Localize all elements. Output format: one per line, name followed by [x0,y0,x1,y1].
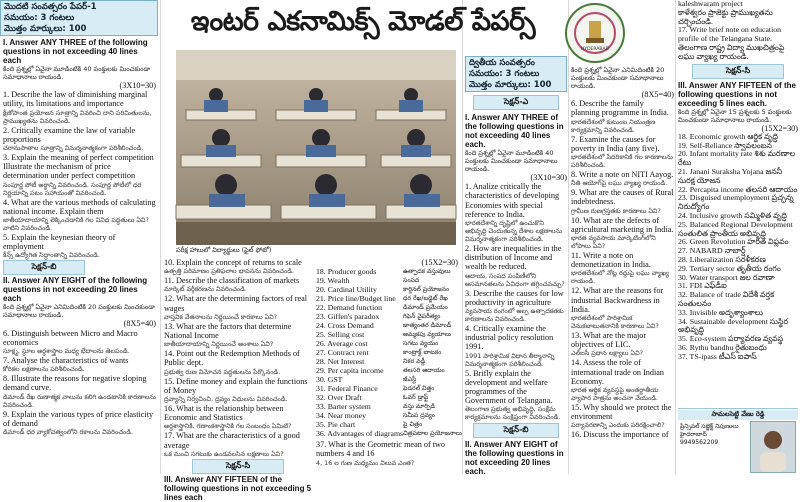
question-3: 3. Explain the meaning of perfect competition Illustrate the mechanism of price determination under perfect competition [3,153,154,181]
paper2-question-10-telugu: భారత వ్యవసాయ మార్కెటింగ్‌లోని లోపాలు ఏవి? [571,234,656,251]
continuation-line: kaleshwaram project [678,0,743,8]
short-question: 32. Over Draft [316,393,362,403]
short-question-telugu: నికర వడ్డీ [403,358,426,366]
paper2-short-question: 25. Balanced Regional Development సంతులిత ప్రాంతీయ అభివృద్ధి [678,219,793,238]
short-question: 19. Wealth [316,276,350,286]
short-questions-list [316,267,462,439]
short-question: 31. Federal Finance [316,384,378,394]
question-13: 13. What are the factors that determine National Income [164,321,292,341]
short-question: 25. Selling cost [316,330,365,340]
author-phone: 9949562209 [680,439,719,446]
short-question: 33. Barter system [316,402,371,412]
paper2-short-question: 37. TS-ipass టీఎస్ ఐపాస్ [678,351,757,361]
short-question: 27. Contract rent [316,348,369,358]
paper2-year: ద్వితీయ సంవత్సరం [469,58,535,68]
section-c-heading: III. Answer ANY FIFTEEN of the following questions in not exceeding 5 lines each [164,474,312,502]
section-c-label: సెక్షన్-సి [192,459,284,474]
continuation-line: తెలంగాణ రాష్ట్ర విద్యా ముఖచిత్రంపై లఘు వ్యాఖ్య రాయండి. [678,42,785,61]
short-question: 29. Per capita income [316,366,384,376]
paper2-short-question: 29. Tertiary sector తృతీయ రంగం [678,263,781,273]
column-divider [462,0,463,474]
continuation-line: 17. Write brief note on education profile of the Telangana State. [678,25,782,44]
question-15-telugu: ద్రవ్యాన్ని నిర్వచించి, ద్రవ్యం విధులను వివరించండి. [164,395,288,404]
question-8-telugu: డిమాండ్ రేఖ రుణాత్మక వాలును కలిగి ఉండటానికి కారణాలను వివరించండి. [3,392,156,409]
paper2-section-c-marks: (15X2=30) [761,123,798,133]
paper2-short-question: 21. Janani Suraksha Yojana జననీ సురక్ష యోజన [678,166,783,185]
paper2-section-b-label: సెక్షన్-బి [473,423,559,438]
paper2-question-4: 4. Critically examine the industrial policy resolution 1991. [465,324,554,352]
question-6: 6. Distinguish between Micro and Macro economics [3,328,138,347]
paper2-short-question: 33. Invisible అదృశ్యాంశాలు [678,307,763,317]
paper2-question-3: 3. Describe the causes for low productivity in agriculture [465,288,564,307]
column-divider [568,0,569,474]
paper2-question-6: 6. Describe the family planning programme in India. [571,99,669,118]
paper2-question-4-telugu: 1991 పారిశ్రామిక విధాన తీర్మానాన్ని విమర్శనాత్మకంగా పరిశీలించండి. [465,351,555,368]
question-1: 1. Describe the law of diminishing marginal utility, its limitations and importance [3,90,148,109]
emblem-icon [567,5,623,61]
author-designation: ప్రిన్సిపల్ సబ్జెక్ట్ నిపుణులు [680,423,739,430]
question-3-telugu: సంపూర్ణ పోటీ అర్థాన్ని వివరించండి. సంపూర్ణ పోటీలో ధర నిర్ణయాన్ని పటం సహాయంతో వివరించండి. [3,180,142,197]
paper2-short-question: 24. Inclusive growth సమ్మిళిత వృద్ధి [678,210,787,220]
logo-caption: HYDERABAD [580,47,610,52]
paper2-short-question: 19. Self-Reliance స్వావలంబన [678,140,773,150]
paper2-question-10: 10. What are the defects of agricultural marketing in India. [571,215,674,234]
short-question-telugu: వస్తు మార్పిడి [403,403,436,411]
question-4: 4. What are the various methods of calculating national income. Explain them [3,197,156,216]
question-10: 10. Explain the concept of returns to scale [164,258,302,267]
top-continuation [678,0,798,62]
paper2-question-15-telugu: పర్యావరణాన్ని ఎందుకు పరిరక్షించాలి? [571,421,665,430]
short-question-telugu: ఉత్పాదక వస్తువులు [403,268,451,276]
paper2-short-question: 34. Sustainable development సుస్థిర అభివృద్ధి [678,316,789,335]
short-question: 28. Net Interest [316,357,365,367]
short-question-telugu: ఫెడరల్ విత్తం [403,385,435,393]
short-question-telugu: అమ్మకపు వ్యయాలు [403,331,452,339]
paper2-short-question: 36. Rythu bandhu రైతుబంధు [678,342,767,352]
short-question-telugu: జాత్యంతర డిమాండ్ [403,322,452,330]
paper2-question-8: 8. Write a note on NITI Aayog. [571,170,674,180]
short-question-telugu: సగటు వ్యయం [403,340,439,348]
paper2-question-6-telugu: భారతదేశంలో కుటుంబ నియంత్రణ కార్యక్రమాన్ని వివరించండి. [571,117,656,134]
paper2-section-c-heading: III. Answer ANY FIFTEEN of the following questions in not exceeding 5 lines each. [678,80,796,108]
question-17-telugu: ఒక మంచి సగటుకు ఉండవలసిన లక్షణాలు ఏవి? [164,449,284,458]
section-b-marks: (8X5=40) [123,319,156,329]
column-paper1-section-c [316,258,462,468]
paper2-short-question: 27. NABARD నాబార్డ్ [678,246,746,256]
author-location: హైదరాబాద్ [680,431,707,438]
short-question: 30. GST [316,375,343,385]
paper2-question-3-telugu: వ్యవసాయ రంగంలో అల్ప ఉత్పాదకతకు కారణాలను వివరించండి. [465,307,564,324]
short-question-telugu: తలసరి ఆదాయం [403,367,445,375]
author-name: సామలసెట్టి వేణు రెడ్డి [678,410,798,420]
person-portrait-icon [751,422,795,472]
paper-time: సమయం: 3 గంటలు [4,13,75,23]
question-7-telugu: కోరికల లక్షణాలను పరిశీలించండి. [3,365,85,374]
paper2-question-16: 16. Discuss the importance of [571,430,669,440]
section-c-marks: (15X2=30) [421,258,458,267]
paper2-question-14-telugu: భారత ఆర్థిక వ్యవస్థపై అంతర్జాతీయ వ్యాపార పాత్రను అంచనా వేయండి. [571,386,659,403]
short-question-telugu: కార్డినల్ ప్రయోజనం [403,286,450,294]
question-15: 15. Define money and explain the functions of Money [164,376,308,395]
paper2-question-11-telugu: భారతదేశంలో నోట్ల రద్దుపై లఘు వ్యాఖ్య రాయండి. [571,269,669,286]
paper2-short-question: 26. Green Revolution హరిత విప్లవం [678,237,789,247]
telangana-emblem-logo [565,3,625,63]
question-4-telugu: జాతీయాదాయాన్ని లెక్కించడానికి గల వివిధ పద్ధతులు ఏవి? వాటిని వివరించండి. [3,216,149,233]
section-a-heading: I. Answer ANY THREE of the following questions in not exceeding 40 lines each [3,38,148,65]
section-b-label: సెక్షన్-బి [3,260,85,275]
section-b-instruction: కింది ప్రశ్నల్లో ఏవైనా ఎనిమిదింటికి 20 పంక్తులకు మించకుండా సమాధానాలు రాయండి. [3,303,155,320]
short-question: 35. Pie chart [316,420,356,430]
question-12-telugu: వాస్తవిక వేతనాలను నిర్ణయించే కారకాలు ఏవి? [164,312,278,321]
question-1-telugu: క్షీణోపాంత ప్రయోజన సూత్రాన్ని వివరించి దాని పరిమితులను, ప్రాముఖ్యతను వివరించండి. [3,108,152,125]
paper2-question-9-telugu: గ్రామీణ రుణగ్రస్తతకు కారణాలు ఏవి? [571,206,661,215]
column-divider [675,0,676,474]
short-question-telugu: ధర రేఖ/బడ్జెట్ రేఖ [403,295,448,303]
question-16-telugu: అర్థశాస్త్రానికి, గణాంకశాస్త్రానికి గల సంబంధం ఏమిటి? [164,422,292,431]
paper2-time: సమయం: 3 గంటలు [469,69,540,79]
section-a-instruction: కింది ప్రశ్నల్లో ఏవైనా మూడింటికి 40 పంక్తులకు మించకుండా సమాధానాలు రాయండి. [3,65,151,81]
paper2-section-b-instruction: కింది ప్రశ్నల్లో ఏవైనా ఎనిమిదింటికి 20 పంక్తులకు మించకుండా సమాధానాలు రాయండి. [571,66,665,90]
paper2-question-1: 1. Analize critically the characteristics of developing Economies with special reference to India. [465,182,560,219]
short-question-telugu: డిమాండ్ ప్రమేయం [403,304,448,312]
paper2-question-15: 15. Why should we protect the environment [571,403,672,422]
question-6-telugu: సూక్ష్మ, స్థూల అర్థశాస్త్రాల మధ్య భేదాలను తెలపండి. [3,347,130,356]
short-question: 34. Near money [316,411,367,421]
paper2-question-7-telugu: భారతదేశంలో పేదరికానికి గల కారణాలను పరిశీలించండి. [571,153,673,170]
paper2-section-b-heading: II. Answer ANY EIGHT of the following questions in not exceeding 20 lines each. [465,440,564,477]
paper2-section-c-label: సెక్షన్-సి [692,64,784,79]
paper2-question-7: 7. Examine the causes for poverty in India (any five). [571,134,660,153]
paper2-section-a-marks: (3X10=30) [530,173,567,182]
short-question: 23. Giffen's paradox [316,312,380,322]
question-11-telugu: మార్కెట్ వర్గీకరణను వివరించండి. [164,285,247,294]
paper2-question-2: 2. How are inequalities in the distribution of Income and wealth be reduced. [465,244,562,272]
question-14: 14. Point out the Redemption Methods of Public dept. [164,349,300,368]
short-question-telugu: జీఎస్టీ [403,376,417,384]
paper2-section-c-instruction: కింది ప్రశ్నల్లో ఏవైనా 15 ప్రశ్నలకు 5 పంక్తులకు మించకుండా సమాధానాలు రాయండి. [678,107,792,124]
photo-caption: పరీక్ష హాలులో విద్యార్థులు (ఫైల్ ఫోటో) [176,246,272,254]
paper2-question-14: 14. Assess the role of international trade on Indian Economy. [571,358,664,386]
paper1-info-box [0,0,158,36]
question-8: 8. Illustrate the reasons for negative sloping demand curve. [3,374,147,393]
short-question: 24. Cross Demand [316,321,374,331]
short-question: 18. Producer goods [316,267,377,277]
paper2-short-question: 20. Infant mortality rate శిశు మరణాల రేటు [678,149,796,168]
question-37: 37. What is the Geometric mean of two numbers 4 and 16 [316,440,445,459]
question-9: 9. Explain the various types of price elasticity of demand [3,409,154,428]
paper2-short-question: 28. Liberalization సరళీకరణ [678,254,766,264]
paper2-short-question: 22. Percapita income తలసరి ఆదాయం [678,184,798,194]
paper2-short-question: 35. Eco-system పర్యావరణ వ్యవస్థ [678,334,784,344]
question-2: 2. Critically examine the law of variable proportions [3,125,136,144]
students-writing-exam-image [176,50,456,245]
author-card [678,408,798,473]
short-question: 20. Cardinal Utility [316,285,377,295]
column-paper2-middle [571,66,674,440]
short-question-telugu: పై చిత్రం [403,421,423,429]
question-9-telugu: డిమాండ్ ధర వ్యాకోచత్వంలోని రకాలను వివరించండి. [3,428,134,437]
short-question: 36. Advantages of diagrams [316,429,404,439]
author-details [680,423,742,447]
short-question-telugu: సంపద [403,277,420,285]
paper2-short-question: 30. Water transport జల రవాణా [678,272,775,282]
column-paper1-middle [164,258,312,502]
paper2-section-a-label: సెక్షన్-ఎ [473,95,559,110]
short-question: 21. Price line/Budget line [316,294,396,304]
paper-marks: మొత్తం మార్కులు: 100 [4,24,87,34]
question-37-telugu: 4, 16 ల గుణ మధ్యమం విలువ ఎంత? [316,458,415,467]
paper2-question-8-telugu: నీతి ఆయోగ్‌పై లఘు వ్యాఖ్య రాయండి. [571,179,668,188]
author-photo [750,421,796,473]
question-16: 16. What is the relationship between Economic and Statistics [164,404,284,423]
paper2-question-5-telugu: తెలంగాణ ప్రభుత్వ అభివృద్ధి, సంక్షేమ కార్యక్రమాలను సంక్షిప్తంగా వివరించండి. [465,405,561,422]
question-5-telugu: కీన్స్ ఉద్యోగిత సిద్ధాంతాన్ని వివరించండి. [3,251,100,260]
paper2-short-question: 31. FDI ఎఫ్‌డీఐ [678,281,727,291]
paper2-info-box [465,56,567,92]
question-2-telugu: చరానుపాతాల సూత్రాన్ని విమర్శనాత్మకంగా పరిశీలించండి. [3,144,144,153]
question-14-telugu: ప్రభుత్వ రుణ విమోచన పద్ధతులను పేర్కొనండి. [164,367,281,376]
paper2-section-b-marks: (8X5=40) [641,90,674,99]
column-paper2-right [678,0,798,362]
short-question: 22. Demand function [316,303,383,313]
paper2-question-5: 5. Brifly explain the development and welfare programmes of the Government of Telangana. [465,368,553,406]
short-question-telugu: కాంట్రాక్ట్ బాటకం [403,349,442,357]
question-5: 5. Explain the keynesian theory of employment [3,233,116,252]
question-7: 7. Analyse the characteristics of wants [3,356,129,366]
section-a-marks: (3X10=30) [119,81,156,90]
paper2-short-question: 18. Economic growth ఆర్థిక వృద్ధి [678,131,778,141]
exam-hall-photo [176,50,456,245]
short-question-telugu: గిఫెన్ వైపరీత్యం [403,313,441,321]
banner [163,2,563,48]
section-b-heading: II. Answer ANY EIGHT of the following questions in not exceeding 20 lines each [3,276,148,304]
continuation-line: కాళేశ్వరం ప్రాజెక్టు ప్రాముఖ్యతను చర్చించండి. [678,7,773,26]
paper2-question-13: 13. What are the major objectives of LIC. [571,331,647,350]
short-question-telugu: చిత్రపటాల ప్రయోజనాలు [403,430,462,438]
paper2-question-12: 12. What are the reasons for industrial Backwardness in India. [571,286,664,314]
paper2-short-question: 32. Balance of trade విదేశీ వర్తక సంతులనం [678,290,775,308]
question-10-telugu: ఉత్పత్తి పరిమాణం ప్రతిఫలాల భావనను వివరించండి. [164,267,294,276]
column-paper1-left [0,0,158,437]
banner-title: ఇంటర్ ఎకనామిక్స్ మోడల్ పేపర్స్ [190,6,536,37]
paper2-question-12-telugu: భారతదేశంలో పారిశ్రామిక వెనుకబాటుతనానికి కారణాలు ఏవి? [571,314,659,331]
paper2-marks: మొత్తం మార్కులు: 100 [469,80,552,90]
column-paper2-left [465,56,567,476]
paper2-section-a-heading: I. Answer ANY THREE of the following questions in not exceeding 40 lines each. [465,113,564,149]
paper2-question-13-telugu: ఎల్ఐసీ ప్రధాన లక్ష్యాలు ఏవి? [571,349,643,358]
short-question-telugu: ఓవర్ డ్రాఫ్ట్ [403,394,429,402]
paper2-question-11: 11. Write a note on demonetization in India. [571,251,651,270]
paper-title: మొదటి సంవత్సరం పేపర్-1 [4,2,97,12]
paper2-short-question: 23. Disguised unemployment ప్రచ్ఛన్న నిరుద్యోగం [678,193,794,212]
question-17: 17. What are the characteristics of a good average [164,431,300,450]
question-12: 12. What are the determining factors of real wages [164,294,308,313]
paper2-question-1-telugu: భారతదేశాన్ని దృష్టిలో ఉంచుకొని అభివృద్ధి చెందుతున్న దేశాల లక్షణాలను విమర్శనాత్మకంగా పరిశీలించండి. [465,219,563,244]
question-11: 11. Describe the classification of markets [164,276,300,286]
paper2-section-a-instruction: కింది ప్రశ్నల్లో ఏవైనా మూడింటికి 40 పంక్తులకు మించకుండా సమాధానాలు రాయండి. [465,149,558,173]
paper2-question-9: 9. What are the causes of Rural indebtedness. [571,188,674,207]
short-question-telugu: సమీప ద్రవ్యం [403,412,435,420]
short-question: 26. Average cost [316,339,368,349]
question-13-telugu: జాతీయాదాయాన్ని నిర్ణయించే అంశాలు ఏవి? [164,340,274,349]
column-divider [160,0,161,474]
paper2-question-2-telugu: ఆదాయ, సంపద పంపిణీలోని అసమానతలను ఏవిధంగా తగ్గించవచ్చు? [465,271,565,288]
paper2-short-questions-list [678,133,798,362]
